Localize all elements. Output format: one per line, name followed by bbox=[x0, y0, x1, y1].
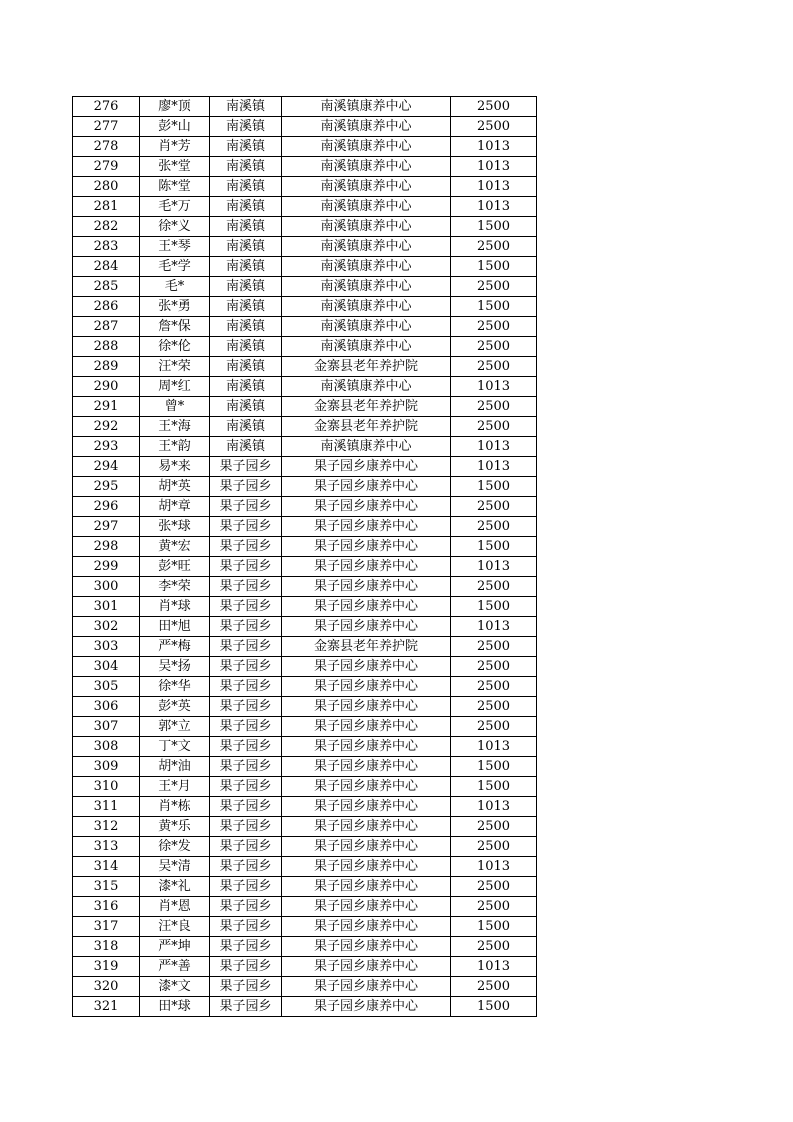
institution-cell: 果子园乡康养中心 bbox=[282, 837, 451, 857]
table-row bbox=[73, 677, 537, 697]
township-cell: 果子园乡 bbox=[210, 897, 282, 917]
amount-cell: 1500 bbox=[451, 777, 537, 797]
table-row bbox=[73, 417, 537, 437]
name-cell: 胡*章 bbox=[140, 497, 210, 517]
institution-cell: 果子园乡康养中心 bbox=[282, 997, 451, 1017]
institution-cell: 南溪镇康养中心 bbox=[282, 257, 451, 277]
township-cell: 南溪镇 bbox=[210, 337, 282, 357]
institution-cell: 果子园乡康养中心 bbox=[282, 797, 451, 817]
township-cell: 果子园乡 bbox=[210, 957, 282, 977]
institution-cell: 南溪镇康养中心 bbox=[282, 297, 451, 317]
institution-cell: 南溪镇康养中心 bbox=[282, 317, 451, 337]
name-cell: 吴*清 bbox=[140, 857, 210, 877]
amount-cell: 2500 bbox=[451, 497, 537, 517]
table-row bbox=[73, 97, 537, 117]
institution-cell: 果子园乡康养中心 bbox=[282, 757, 451, 777]
table-row bbox=[73, 437, 537, 457]
township-cell: 南溪镇 bbox=[210, 137, 282, 157]
amount-cell: 2500 bbox=[451, 117, 537, 137]
row-number-cell: 282 bbox=[73, 217, 140, 237]
row-number-cell: 321 bbox=[73, 997, 140, 1017]
table-row bbox=[73, 137, 537, 157]
township-cell: 南溪镇 bbox=[210, 277, 282, 297]
institution-cell: 金寨县老年养护院 bbox=[282, 357, 451, 377]
row-number-cell: 314 bbox=[73, 857, 140, 877]
amount-cell: 1013 bbox=[451, 557, 537, 577]
amount-cell: 2500 bbox=[451, 417, 537, 437]
table-row bbox=[73, 257, 537, 277]
amount-cell: 1500 bbox=[451, 257, 537, 277]
name-cell: 李*荣 bbox=[140, 577, 210, 597]
institution-cell: 果子园乡康养中心 bbox=[282, 617, 451, 637]
row-number-cell: 306 bbox=[73, 697, 140, 717]
row-number-cell: 318 bbox=[73, 937, 140, 957]
row-number-cell: 289 bbox=[73, 357, 140, 377]
row-number-cell: 293 bbox=[73, 437, 140, 457]
table-row bbox=[73, 377, 537, 397]
institution-cell: 南溪镇康养中心 bbox=[282, 177, 451, 197]
township-cell: 果子园乡 bbox=[210, 477, 282, 497]
township-cell: 南溪镇 bbox=[210, 177, 282, 197]
name-cell: 王*月 bbox=[140, 777, 210, 797]
township-cell: 果子园乡 bbox=[210, 617, 282, 637]
table-row bbox=[73, 777, 537, 797]
amount-cell: 2500 bbox=[451, 637, 537, 657]
institution-cell: 果子园乡康养中心 bbox=[282, 897, 451, 917]
amount-cell: 2500 bbox=[451, 977, 537, 997]
name-cell: 漆*礼 bbox=[140, 877, 210, 897]
name-cell: 丁*文 bbox=[140, 737, 210, 757]
name-cell: 徐*伦 bbox=[140, 337, 210, 357]
name-cell: 严*梅 bbox=[140, 637, 210, 657]
institution-cell: 南溪镇康养中心 bbox=[282, 97, 451, 117]
institution-cell: 南溪镇康养中心 bbox=[282, 437, 451, 457]
township-cell: 果子园乡 bbox=[210, 977, 282, 997]
institution-cell: 果子园乡康养中心 bbox=[282, 917, 451, 937]
institution-cell: 南溪镇康养中心 bbox=[282, 157, 451, 177]
name-cell: 黄*宏 bbox=[140, 537, 210, 557]
institution-cell: 南溪镇康养中心 bbox=[282, 117, 451, 137]
name-cell: 肖*恩 bbox=[140, 897, 210, 917]
amount-cell: 1013 bbox=[451, 737, 537, 757]
table-row bbox=[73, 317, 537, 337]
township-cell: 果子园乡 bbox=[210, 497, 282, 517]
table-row bbox=[73, 797, 537, 817]
township-cell: 果子园乡 bbox=[210, 797, 282, 817]
township-cell: 南溪镇 bbox=[210, 357, 282, 377]
amount-cell: 1500 bbox=[451, 477, 537, 497]
township-cell: 果子园乡 bbox=[210, 817, 282, 837]
township-cell: 果子园乡 bbox=[210, 837, 282, 857]
row-number-cell: 301 bbox=[73, 597, 140, 617]
table-row bbox=[73, 977, 537, 997]
table-row bbox=[73, 517, 537, 537]
township-cell: 果子园乡 bbox=[210, 937, 282, 957]
row-number-cell: 311 bbox=[73, 797, 140, 817]
name-cell: 张*勇 bbox=[140, 297, 210, 317]
table-row bbox=[73, 217, 537, 237]
table-row bbox=[73, 497, 537, 517]
table-row bbox=[73, 817, 537, 837]
name-cell: 严*善 bbox=[140, 957, 210, 977]
name-cell: 胡*英 bbox=[140, 477, 210, 497]
row-number-cell: 312 bbox=[73, 817, 140, 837]
township-cell: 果子园乡 bbox=[210, 457, 282, 477]
amount-cell: 2500 bbox=[451, 397, 537, 417]
amount-cell: 2500 bbox=[451, 937, 537, 957]
table-row bbox=[73, 637, 537, 657]
institution-cell: 果子园乡康养中心 bbox=[282, 737, 451, 757]
township-cell: 果子园乡 bbox=[210, 557, 282, 577]
institution-cell: 果子园乡康养中心 bbox=[282, 497, 451, 517]
row-number-cell: 299 bbox=[73, 557, 140, 577]
name-cell: 肖*球 bbox=[140, 597, 210, 617]
table-row bbox=[73, 657, 537, 677]
amount-cell: 2500 bbox=[451, 817, 537, 837]
amount-cell: 1013 bbox=[451, 457, 537, 477]
name-cell: 陈*堂 bbox=[140, 177, 210, 197]
township-cell: 南溪镇 bbox=[210, 437, 282, 457]
institution-cell: 金寨县老年养护院 bbox=[282, 637, 451, 657]
institution-cell: 果子园乡康养中心 bbox=[282, 537, 451, 557]
name-cell: 徐*义 bbox=[140, 217, 210, 237]
institution-cell: 果子园乡康养中心 bbox=[282, 557, 451, 577]
table-row bbox=[73, 757, 537, 777]
table-row bbox=[73, 877, 537, 897]
institution-cell: 南溪镇康养中心 bbox=[282, 337, 451, 357]
institution-cell: 果子园乡康养中心 bbox=[282, 657, 451, 677]
name-cell: 郭*立 bbox=[140, 717, 210, 737]
amount-cell: 2500 bbox=[451, 357, 537, 377]
table-row bbox=[73, 897, 537, 917]
institution-cell: 果子园乡康养中心 bbox=[282, 977, 451, 997]
institution-cell: 果子园乡康养中心 bbox=[282, 717, 451, 737]
table-row bbox=[73, 337, 537, 357]
row-number-cell: 316 bbox=[73, 897, 140, 917]
institution-cell: 果子园乡康养中心 bbox=[282, 517, 451, 537]
amount-cell: 1013 bbox=[451, 437, 537, 457]
name-cell: 张*球 bbox=[140, 517, 210, 537]
township-cell: 南溪镇 bbox=[210, 317, 282, 337]
table-row bbox=[73, 957, 537, 977]
institution-cell: 果子园乡康养中心 bbox=[282, 597, 451, 617]
institution-cell: 果子园乡康养中心 bbox=[282, 677, 451, 697]
row-number-cell: 313 bbox=[73, 837, 140, 857]
township-cell: 果子园乡 bbox=[210, 917, 282, 937]
amount-cell: 2500 bbox=[451, 717, 537, 737]
institution-cell: 南溪镇康养中心 bbox=[282, 137, 451, 157]
amount-cell: 1013 bbox=[451, 157, 537, 177]
amount-cell: 2500 bbox=[451, 337, 537, 357]
name-cell: 汪*荣 bbox=[140, 357, 210, 377]
amount-cell: 1013 bbox=[451, 377, 537, 397]
amount-cell: 2500 bbox=[451, 277, 537, 297]
name-cell: 毛* bbox=[140, 277, 210, 297]
name-cell: 汪*良 bbox=[140, 917, 210, 937]
row-number-cell: 291 bbox=[73, 397, 140, 417]
amount-cell: 2500 bbox=[451, 657, 537, 677]
amount-cell: 1500 bbox=[451, 997, 537, 1017]
name-cell: 王*琴 bbox=[140, 237, 210, 257]
name-cell: 徐*发 bbox=[140, 837, 210, 857]
name-cell: 周*红 bbox=[140, 377, 210, 397]
table-row bbox=[73, 997, 537, 1017]
table-row bbox=[73, 237, 537, 257]
row-number-cell: 278 bbox=[73, 137, 140, 157]
amount-cell: 2500 bbox=[451, 237, 537, 257]
row-number-cell: 280 bbox=[73, 177, 140, 197]
name-cell: 胡*油 bbox=[140, 757, 210, 777]
amount-cell: 1013 bbox=[451, 197, 537, 217]
row-number-cell: 307 bbox=[73, 717, 140, 737]
data-table bbox=[72, 96, 537, 1017]
name-cell: 肖*栋 bbox=[140, 797, 210, 817]
name-cell: 田*旭 bbox=[140, 617, 210, 637]
township-cell: 果子园乡 bbox=[210, 677, 282, 697]
name-cell: 王*韵 bbox=[140, 437, 210, 457]
institution-cell: 果子园乡康养中心 bbox=[282, 697, 451, 717]
township-cell: 果子园乡 bbox=[210, 717, 282, 737]
table-body bbox=[73, 97, 537, 1017]
row-number-cell: 286 bbox=[73, 297, 140, 317]
amount-cell: 2500 bbox=[451, 877, 537, 897]
row-number-cell: 304 bbox=[73, 657, 140, 677]
row-number-cell: 283 bbox=[73, 237, 140, 257]
township-cell: 果子园乡 bbox=[210, 517, 282, 537]
name-cell: 毛*学 bbox=[140, 257, 210, 277]
table-row bbox=[73, 937, 537, 957]
amount-cell: 1500 bbox=[451, 597, 537, 617]
table-row bbox=[73, 297, 537, 317]
name-cell: 易*来 bbox=[140, 457, 210, 477]
institution-cell: 南溪镇康养中心 bbox=[282, 217, 451, 237]
amount-cell: 2500 bbox=[451, 577, 537, 597]
township-cell: 南溪镇 bbox=[210, 97, 282, 117]
row-number-cell: 300 bbox=[73, 577, 140, 597]
township-cell: 南溪镇 bbox=[210, 397, 282, 417]
table-row bbox=[73, 537, 537, 557]
row-number-cell: 305 bbox=[73, 677, 140, 697]
row-number-cell: 319 bbox=[73, 957, 140, 977]
institution-cell: 果子园乡康养中心 bbox=[282, 877, 451, 897]
amount-cell: 1013 bbox=[451, 857, 537, 877]
name-cell: 田*球 bbox=[140, 997, 210, 1017]
township-cell: 果子园乡 bbox=[210, 637, 282, 657]
township-cell: 果子园乡 bbox=[210, 997, 282, 1017]
amount-cell: 2500 bbox=[451, 897, 537, 917]
row-number-cell: 303 bbox=[73, 637, 140, 657]
table-row bbox=[73, 597, 537, 617]
row-number-cell: 320 bbox=[73, 977, 140, 997]
amount-cell: 2500 bbox=[451, 837, 537, 857]
township-cell: 果子园乡 bbox=[210, 697, 282, 717]
table-row bbox=[73, 157, 537, 177]
institution-cell: 果子园乡康养中心 bbox=[282, 777, 451, 797]
table-row bbox=[73, 857, 537, 877]
table-row bbox=[73, 197, 537, 217]
table-row bbox=[73, 557, 537, 577]
amount-cell: 1500 bbox=[451, 217, 537, 237]
table-row bbox=[73, 477, 537, 497]
institution-cell: 果子园乡康养中心 bbox=[282, 457, 451, 477]
institution-cell: 果子园乡康养中心 bbox=[282, 957, 451, 977]
township-cell: 南溪镇 bbox=[210, 257, 282, 277]
institution-cell: 南溪镇康养中心 bbox=[282, 237, 451, 257]
row-number-cell: 298 bbox=[73, 537, 140, 557]
table-row bbox=[73, 117, 537, 137]
township-cell: 果子园乡 bbox=[210, 777, 282, 797]
amount-cell: 1500 bbox=[451, 537, 537, 557]
amount-cell: 2500 bbox=[451, 317, 537, 337]
institution-cell: 果子园乡康养中心 bbox=[282, 857, 451, 877]
table-row bbox=[73, 617, 537, 637]
row-number-cell: 309 bbox=[73, 757, 140, 777]
table-row bbox=[73, 277, 537, 297]
institution-cell: 南溪镇康养中心 bbox=[282, 377, 451, 397]
amount-cell: 1013 bbox=[451, 797, 537, 817]
amount-cell: 1013 bbox=[451, 957, 537, 977]
name-cell: 徐*华 bbox=[140, 677, 210, 697]
township-cell: 果子园乡 bbox=[210, 877, 282, 897]
row-number-cell: 310 bbox=[73, 777, 140, 797]
name-cell: 彭*旺 bbox=[140, 557, 210, 577]
institution-cell: 果子园乡康养中心 bbox=[282, 477, 451, 497]
township-cell: 南溪镇 bbox=[210, 197, 282, 217]
township-cell: 果子园乡 bbox=[210, 857, 282, 877]
row-number-cell: 285 bbox=[73, 277, 140, 297]
row-number-cell: 279 bbox=[73, 157, 140, 177]
name-cell: 黄*乐 bbox=[140, 817, 210, 837]
row-number-cell: 284 bbox=[73, 257, 140, 277]
name-cell: 詹*保 bbox=[140, 317, 210, 337]
table-row bbox=[73, 457, 537, 477]
row-number-cell: 297 bbox=[73, 517, 140, 537]
amount-cell: 2500 bbox=[451, 677, 537, 697]
amount-cell: 1013 bbox=[451, 617, 537, 637]
amount-cell: 2500 bbox=[451, 97, 537, 117]
amount-cell: 1500 bbox=[451, 297, 537, 317]
table-row bbox=[73, 717, 537, 737]
name-cell: 漆*文 bbox=[140, 977, 210, 997]
table-row bbox=[73, 917, 537, 937]
row-number-cell: 295 bbox=[73, 477, 140, 497]
township-cell: 南溪镇 bbox=[210, 117, 282, 137]
table-row bbox=[73, 737, 537, 757]
township-cell: 南溪镇 bbox=[210, 297, 282, 317]
table-row bbox=[73, 577, 537, 597]
institution-cell: 南溪镇康养中心 bbox=[282, 197, 451, 217]
row-number-cell: 292 bbox=[73, 417, 140, 437]
name-cell: 廖*顶 bbox=[140, 97, 210, 117]
row-number-cell: 315 bbox=[73, 877, 140, 897]
township-cell: 果子园乡 bbox=[210, 657, 282, 677]
institution-cell: 果子园乡康养中心 bbox=[282, 937, 451, 957]
amount-cell: 2500 bbox=[451, 517, 537, 537]
township-cell: 果子园乡 bbox=[210, 597, 282, 617]
row-number-cell: 294 bbox=[73, 457, 140, 477]
name-cell: 彭*英 bbox=[140, 697, 210, 717]
institution-cell: 果子园乡康养中心 bbox=[282, 577, 451, 597]
row-number-cell: 317 bbox=[73, 917, 140, 937]
township-cell: 果子园乡 bbox=[210, 577, 282, 597]
township-cell: 南溪镇 bbox=[210, 377, 282, 397]
amount-cell: 2500 bbox=[451, 697, 537, 717]
township-cell: 果子园乡 bbox=[210, 757, 282, 777]
township-cell: 南溪镇 bbox=[210, 237, 282, 257]
township-cell: 果子园乡 bbox=[210, 537, 282, 557]
name-cell: 吴*扬 bbox=[140, 657, 210, 677]
table-row bbox=[73, 697, 537, 717]
township-cell: 南溪镇 bbox=[210, 217, 282, 237]
township-cell: 果子园乡 bbox=[210, 737, 282, 757]
row-number-cell: 288 bbox=[73, 337, 140, 357]
institution-cell: 果子园乡康养中心 bbox=[282, 817, 451, 837]
name-cell: 曾* bbox=[140, 397, 210, 417]
name-cell: 彭*山 bbox=[140, 117, 210, 137]
township-cell: 南溪镇 bbox=[210, 417, 282, 437]
institution-cell: 金寨县老年养护院 bbox=[282, 397, 451, 417]
institution-cell: 金寨县老年养护院 bbox=[282, 417, 451, 437]
row-number-cell: 302 bbox=[73, 617, 140, 637]
amount-cell: 1500 bbox=[451, 917, 537, 937]
institution-cell: 南溪镇康养中心 bbox=[282, 277, 451, 297]
name-cell: 王*海 bbox=[140, 417, 210, 437]
amount-cell: 1500 bbox=[451, 757, 537, 777]
row-number-cell: 277 bbox=[73, 117, 140, 137]
table-row bbox=[73, 397, 537, 417]
table-row bbox=[73, 177, 537, 197]
township-cell: 南溪镇 bbox=[210, 157, 282, 177]
row-number-cell: 281 bbox=[73, 197, 140, 217]
name-cell: 毛*万 bbox=[140, 197, 210, 217]
row-number-cell: 287 bbox=[73, 317, 140, 337]
name-cell: 严*坤 bbox=[140, 937, 210, 957]
row-number-cell: 290 bbox=[73, 377, 140, 397]
amount-cell: 1013 bbox=[451, 137, 537, 157]
amount-cell: 1013 bbox=[451, 177, 537, 197]
table-row bbox=[73, 357, 537, 377]
row-number-cell: 296 bbox=[73, 497, 140, 517]
table-row bbox=[73, 837, 537, 857]
name-cell: 张*堂 bbox=[140, 157, 210, 177]
row-number-cell: 276 bbox=[73, 97, 140, 117]
row-number-cell: 308 bbox=[73, 737, 140, 757]
name-cell: 肖*芳 bbox=[140, 137, 210, 157]
